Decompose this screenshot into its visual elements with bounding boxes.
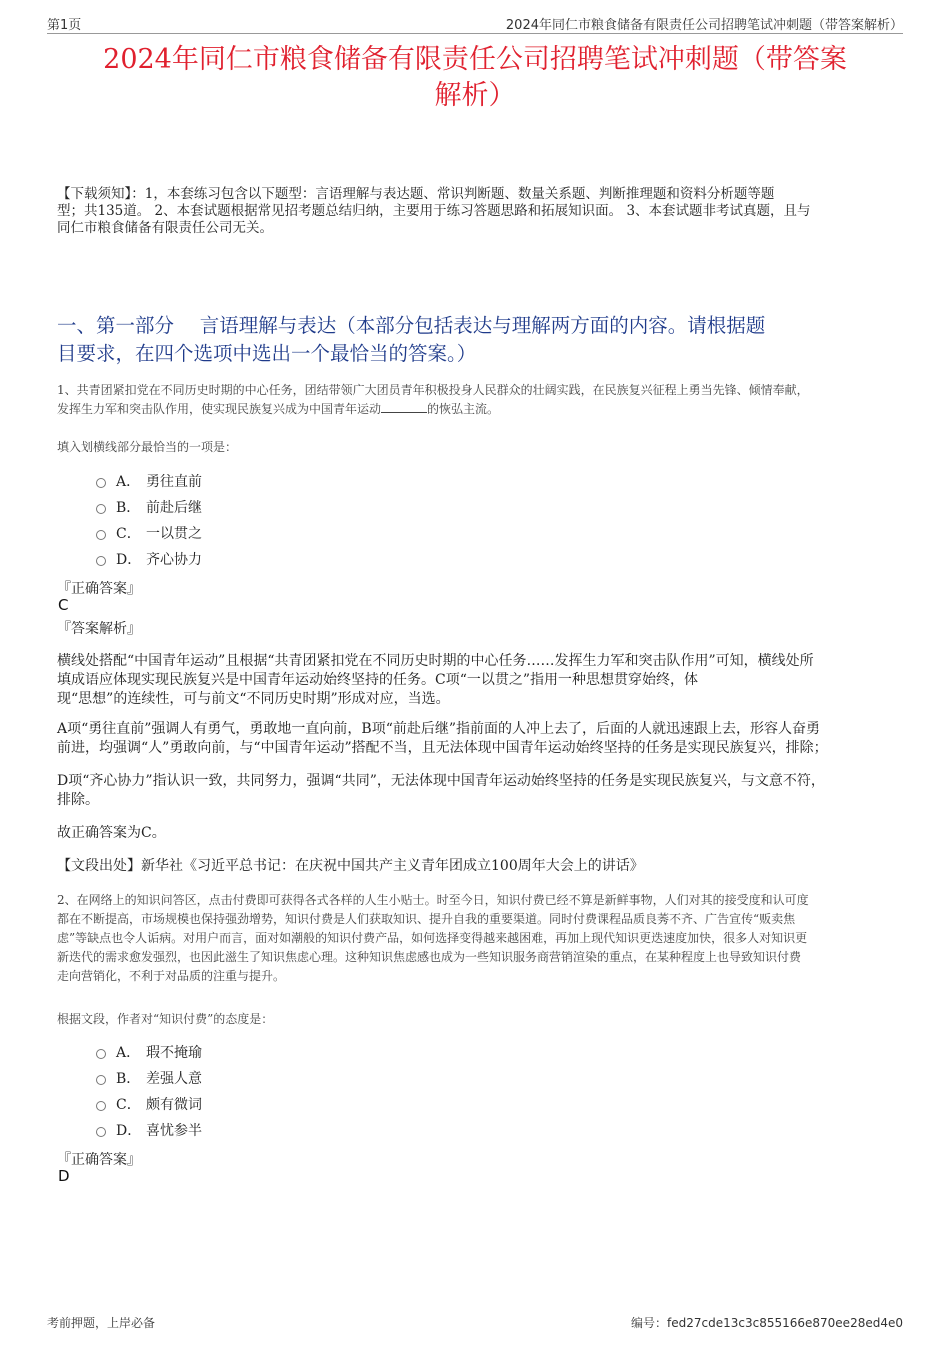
option-letter: C．: [116, 1097, 141, 1113]
download-notice: [57, 186, 902, 237]
question-line: 都在不断提高，市场规模也保持强劲增势，知识付费是人们获取知识、提升自我的重要渠道。同时付费课程品质良莠不齐、广告宣传“贩卖焦: [57, 912, 796, 926]
radio-icon[interactable]: [96, 530, 106, 540]
question-1-prompt: 填入划横线部分最恰当的一项是：: [57, 440, 238, 454]
analysis-line: 填成语应体现实现民族复兴是中国青年运动始终坚持的任务。C项“一以贯之”指用一种思想贯穿始终，体: [57, 672, 699, 688]
analysis-line: 排除。: [57, 792, 99, 808]
radio-icon[interactable]: [96, 556, 106, 566]
notice-line: 型；共135道。 2、本套试题根据常见招考题总结归纳，主要用于练习答题思路和拓展知识面。 3、本套试题非考试真题，且与: [57, 203, 811, 219]
option-letter: B．: [116, 1071, 141, 1087]
option-text: 前赴后继: [146, 500, 202, 516]
title-line-1: 2024年同仁市粮食储备有限责任公司招聘笔试冲刺题（带答案: [103, 44, 847, 75]
document-title: [40, 42, 910, 114]
question-1-stem: [57, 381, 902, 419]
option-letter: A．: [116, 474, 141, 490]
option-text: 一以贯之: [146, 526, 202, 542]
notice-line: 同仁市粮食储备有限责任公司无关。: [57, 220, 273, 236]
q1-option-a[interactable]: [96, 471, 202, 491]
question-line: 虑”等缺点也令人诟病。对用户而言，面对如潮般的知识付费产品，如何选择变得越来越困难，再加上现代知识更迭速度加快，很多人对知识更: [57, 931, 808, 945]
analysis-line: A项“勇往直前”强调人有勇气，勇敢地一直向前，B项“前赴后继”指前面的人冲上去了，后面的人就迅速跟上去，形容人奋勇: [57, 721, 821, 737]
option-letter: A．: [116, 1045, 141, 1061]
option-text: 瑕不掩瑜: [146, 1045, 202, 1061]
option-letter: B．: [116, 500, 141, 516]
q1-option-b[interactable]: [96, 497, 202, 517]
footer-code-value: fed27cde13c3c855166e870ee28ed4e0: [667, 1316, 903, 1330]
footer-slogan: 考前押题，上岸必备: [47, 1316, 156, 1330]
question-text: 发挥生力军和突击队作用，使实现民族复兴成为中国青年运动: [57, 402, 382, 416]
option-letter: D．: [116, 552, 142, 568]
option-text: 颇有微词: [146, 1097, 202, 1113]
notice-line: 【下载须知】：1，本套练习包含以下题型：言语理解与表达题、常识判断题、数量关系题、判断推理题和资料分析题等题: [57, 186, 775, 202]
question-line: 1、共青团紧扣党在不同历史时期的中心任务，团结带领广大团员青年积极投身人民群众的壮阔实践，在民族复兴征程上勇当先锋、倾情奉献，: [57, 383, 809, 397]
q2-option-a[interactable]: [96, 1042, 202, 1062]
question-line: [57, 400, 902, 419]
title-line-2: 解析）: [434, 80, 516, 111]
radio-icon[interactable]: [96, 1127, 106, 1137]
q2-option-c[interactable]: [96, 1094, 202, 1114]
q1-analysis-label: 『答案解析』: [57, 621, 141, 637]
q1-answer-label: 『正确答案』: [57, 581, 141, 597]
question-text: 的恢弘主流。: [427, 402, 500, 416]
q1-option-d[interactable]: [96, 549, 202, 569]
option-letter: D．: [116, 1123, 142, 1139]
question-line: 新迭代的需求愈发强烈，也因此滋生了知识焦虑心理。这种知识焦虑感也成为一些知识服务商营销渲染的重点，在某种程度上也导致知识付费: [57, 950, 802, 964]
footer-code: [631, 1314, 903, 1331]
analysis-line: 前进，均强调“人”勇敢向前，与“中国青年运动”搭配不当，且无法体现中国青年运动始终坚持的任务是实现民族复兴，排除；: [57, 740, 828, 756]
option-letter: C．: [116, 526, 141, 542]
running-title: 2024年同仁市粮食储备有限责任公司招聘笔试冲刺题（带答案解析）: [505, 18, 903, 33]
question-line: 2、在网络上的知识问答区，点击付费即可获得各式各样的人生小贴士。时至今日，知识付费已经不算是新鲜事物，人们对其的接受度和认可度: [57, 893, 809, 907]
question-line: 走向营销化，不利于对品质的注重与提升。: [57, 969, 286, 983]
option-text: 差强人意: [146, 1071, 202, 1087]
q2-option-b[interactable]: [96, 1068, 202, 1088]
header-divider: [47, 33, 903, 34]
fill-blank: [381, 412, 427, 413]
option-text: 勇往直前: [146, 474, 202, 490]
analysis-line: 横线处搭配“中国青年运动”且根据“共青团紧扣党在不同历史时期的中心任务……发挥生力军和突击队作用”可知，横线处所: [57, 653, 814, 669]
section-heading: [57, 312, 902, 368]
q1-analysis-para-2: [57, 720, 897, 758]
option-text: 齐心协力: [146, 552, 202, 568]
page-number: 第1页: [47, 18, 82, 33]
q1-option-c[interactable]: [96, 523, 202, 543]
q1-analysis-para-3: [57, 772, 897, 810]
q1-analysis-conclusion: 故正确答案为C。: [57, 825, 166, 841]
analysis-line: 现“思想”的连续性，可与前文“不同历史时期”形成对应，当选。: [57, 691, 450, 707]
radio-icon[interactable]: [96, 478, 106, 488]
footer-code-label: 编号：: [631, 1316, 668, 1330]
q1-analysis-para-1: [57, 652, 897, 709]
q2-answer: D: [58, 1167, 70, 1185]
section-line-2: 目要求，在四个选项中选出一个最恰当的答案。）: [57, 342, 477, 365]
question-2-prompt: 根据文段，作者对“知识付费”的态度是：: [57, 1012, 274, 1026]
radio-icon[interactable]: [96, 1075, 106, 1085]
q2-answer-label: 『正确答案』: [57, 1152, 141, 1168]
section-line-1: 一、第一部分 言语理解与表达（本部分包括表达与理解两方面的内容。请根据题: [57, 314, 766, 337]
analysis-line: D项“齐心协力”指认识一致，共同努力，强调“共同”，无法体现中国青年运动始终坚持的任务是实现民族复兴，与文意不符，: [57, 773, 825, 789]
q1-source: 【文段出处】新华社《习近平总书记：在庆祝中国共产主义青年团成立100周年大会上的讲话》: [57, 858, 644, 874]
option-text: 喜忧参半: [146, 1123, 202, 1139]
question-2-stem: [57, 891, 902, 986]
radio-icon[interactable]: [96, 504, 106, 514]
q1-answer: C: [58, 596, 69, 614]
radio-icon[interactable]: [96, 1101, 106, 1111]
radio-icon[interactable]: [96, 1049, 106, 1059]
q2-option-d[interactable]: [96, 1120, 202, 1140]
